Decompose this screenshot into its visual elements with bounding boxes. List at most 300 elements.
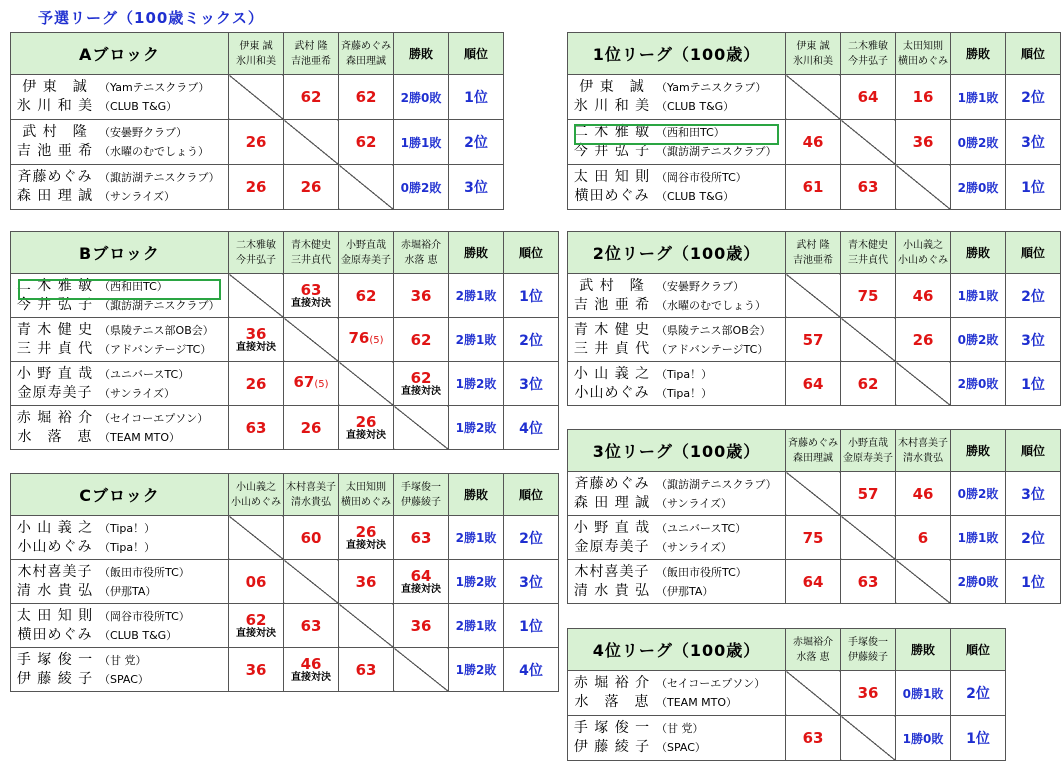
rank-header: 順位: [504, 232, 559, 274]
player-line: [11, 651, 228, 670]
player-name: 森 田 理 誠: [573, 494, 651, 511]
column-head-player: 金原寿美子: [341, 254, 391, 266]
player-name: 金原寿美子: [574, 538, 650, 555]
score-value: 63: [857, 572, 879, 591]
self-match-cell: [339, 362, 394, 406]
player-name: 木村喜美子: [574, 563, 650, 580]
score-cell: [339, 120, 394, 165]
player-club: （西和田TC）: [656, 126, 725, 139]
self-match-cell: [284, 120, 339, 165]
score-line: [841, 89, 895, 105]
win-loss-record: 2勝1敗: [449, 516, 504, 560]
rank-value: 1位: [504, 274, 559, 318]
header-row: [568, 629, 1006, 671]
score-cell: [896, 516, 951, 560]
score-value: 62: [410, 330, 432, 349]
score-cell: [339, 648, 394, 692]
score-line: [229, 134, 283, 150]
player-club: （Yamテニスクラブ）: [99, 81, 210, 94]
score-cell: [229, 318, 284, 362]
score-value: 63: [410, 528, 432, 547]
score-line: [896, 332, 950, 348]
player-line: [568, 582, 785, 601]
player-name: 青 木 健 史: [16, 321, 94, 338]
player-line: [568, 321, 785, 340]
rank-value: 1位: [449, 75, 504, 120]
player-line: [11, 97, 228, 116]
player-name: 水 落 恵: [17, 428, 93, 445]
column-head-player: 青木健史: [291, 239, 331, 251]
rank-value: 1位: [1006, 560, 1061, 604]
score-line: [229, 376, 283, 392]
column-head-player: 水落 恵: [404, 254, 438, 266]
player-line: [11, 321, 228, 340]
player-line: [568, 78, 785, 97]
score-line: [339, 574, 393, 590]
score-cell: [786, 516, 841, 560]
column-head-pair: [229, 232, 284, 274]
score-line: [841, 288, 895, 304]
table-row: [11, 274, 559, 318]
win-loss-record: 1勝1敗: [394, 120, 449, 165]
rank-value: 2位: [1006, 75, 1061, 120]
score-line: [394, 332, 448, 348]
score-cell: [229, 362, 284, 406]
table-row: [568, 120, 1061, 165]
column-head-player: 小山義之: [236, 481, 276, 493]
block-name: 2位リーグ（100歳）: [568, 232, 786, 274]
score-cell: [841, 472, 896, 516]
column-head-pair: [284, 232, 339, 274]
rank-header: 順位: [504, 474, 559, 516]
self-match-cell: [229, 274, 284, 318]
column-head-player: 斉藤めぐみ: [341, 40, 391, 52]
rank-value: 4位: [504, 648, 559, 692]
pair-cell: [11, 560, 229, 604]
head-to-head-note: 直接対決: [346, 429, 386, 441]
score-line: [841, 486, 895, 502]
score-value: 63: [245, 418, 267, 437]
win-loss-record: 1勝1敗: [951, 516, 1006, 560]
self-match-cell: [841, 716, 896, 761]
player-name: 青 木 健 史: [573, 321, 651, 338]
score-cell: [841, 274, 896, 318]
player-name: 三 井 貞 代: [16, 340, 94, 357]
rank-value: 4位: [504, 406, 559, 450]
win-loss-record: 0勝2敗: [394, 165, 449, 210]
score-value: 62: [410, 368, 432, 387]
player-club: （Tipa！）: [99, 521, 156, 535]
tiebreak-score: (5): [369, 335, 384, 346]
player-club: （ユニバースTC）: [99, 367, 190, 381]
table-row: [11, 165, 504, 210]
player-name: 水 落 恵: [574, 694, 650, 710]
score-line: [229, 574, 283, 590]
table-row: [568, 516, 1061, 560]
player-club: （岡谷市役所TC）: [99, 609, 190, 623]
column-head-pair: [339, 33, 394, 75]
score-cell: [229, 120, 284, 165]
rank-header: 順位: [1006, 33, 1061, 75]
win-loss-record: 1勝2敗: [449, 406, 504, 450]
column-head-player: 今井弘子: [236, 254, 276, 266]
player-line: [568, 538, 785, 557]
column-head-player: 手塚俊一: [401, 481, 441, 493]
score-cell: [841, 560, 896, 604]
result-header: 勝敗: [896, 629, 951, 671]
score-cell: [284, 362, 339, 406]
league3-table: [567, 429, 1061, 604]
result-header: 勝敗: [394, 33, 449, 75]
player-name: 今 井 弘 子: [573, 143, 651, 159]
player-club: （県陵テニス部OB会）: [99, 323, 214, 337]
column-head-pair: [394, 232, 449, 274]
player-club: （サンライズ）: [99, 190, 176, 203]
score-value: 16: [912, 88, 934, 106]
player-line: [568, 738, 785, 757]
column-head-player: 赤堀裕介: [793, 636, 833, 648]
player-club: （安曇野クラブ）: [99, 126, 188, 139]
player-club: （CLUB T&G）: [99, 100, 178, 113]
player-club: （諏訪湖テニスクラブ）: [656, 145, 777, 158]
score-line: [896, 89, 950, 105]
score-cell: [229, 560, 284, 604]
column-head-pair: [339, 474, 394, 516]
table-row: [11, 648, 559, 692]
score-line: [284, 618, 338, 634]
self-match-cell: [786, 671, 841, 716]
pair-cell: [568, 318, 786, 362]
score-line: [786, 376, 840, 392]
player-name: 横田めぐみ: [17, 626, 93, 643]
rank-header: 順位: [1006, 232, 1061, 274]
column-head-player: 清水貴弘: [291, 496, 331, 508]
pair-cell: [11, 362, 229, 406]
score-value: 63: [300, 616, 322, 635]
player-name: 横田めぐみ: [574, 188, 650, 204]
header-row: [11, 474, 559, 516]
block-name: Cブロック: [11, 474, 229, 516]
score-line: [229, 179, 283, 195]
column-head-pair: [841, 629, 896, 671]
player-name: 氷 川 和 美: [573, 98, 651, 114]
player-name: 斉藤めぐみ: [574, 475, 650, 492]
table-row: [11, 604, 559, 648]
table-row: [568, 362, 1061, 406]
score-cell: [284, 648, 339, 692]
score-cell: [339, 274, 394, 318]
column-head-pair: [786, 629, 841, 671]
rank-value: 2位: [504, 516, 559, 560]
header-row: [568, 232, 1061, 274]
rank-header: 順位: [449, 33, 504, 75]
head-to-head-note: 直接対決: [291, 297, 331, 309]
score-value: 64: [802, 374, 824, 393]
player-line: [11, 670, 228, 689]
score-value: 26: [355, 522, 377, 541]
player-line: [568, 296, 785, 315]
player-name: 伊 藤 綾 子: [573, 739, 651, 755]
column-head-player: 吉池亜希: [291, 55, 331, 67]
column-head-player: 太田知則: [346, 481, 386, 493]
score-line: [284, 530, 338, 546]
player-name: 二 木 雅 敏: [16, 277, 94, 294]
column-head-pair: [896, 33, 951, 75]
player-line: [11, 409, 228, 428]
score-line: [284, 89, 338, 105]
self-match-cell: [394, 406, 449, 450]
pair-cell: [11, 516, 229, 560]
win-loss-record: 2勝0敗: [951, 560, 1006, 604]
player-name: 伊 東 誠: [22, 79, 88, 95]
head-to-head-note: 直接対決: [291, 671, 331, 683]
rank-value: 1位: [504, 604, 559, 648]
column-head-player: 伊東 誠: [239, 40, 273, 52]
player-line: [11, 340, 228, 359]
win-loss-record: 0勝2敗: [951, 120, 1006, 165]
pair-cell: [568, 560, 786, 604]
column-head-player: 武村 隆: [294, 40, 328, 52]
win-loss-record: 2勝0敗: [951, 362, 1006, 406]
player-line: [568, 384, 785, 403]
column-head-player: 木村喜美子: [898, 437, 948, 449]
column-head-pair: [786, 33, 841, 75]
self-match-cell: [841, 516, 896, 560]
head-to-head-note: 直接対決: [236, 341, 276, 353]
player-club: （水曜のむでしょう）: [99, 145, 209, 158]
score-line: [339, 134, 393, 150]
score-value: 46: [912, 286, 934, 305]
head-to-head-note: 直接対決: [346, 539, 386, 551]
player-club: （伊那TA）: [656, 584, 714, 598]
score-cell: [896, 75, 951, 120]
score-cell: [229, 406, 284, 450]
column-head-player: 森田理誠: [793, 452, 833, 464]
player-line: [568, 187, 785, 206]
score-line: [786, 332, 840, 348]
self-match-cell: [786, 274, 841, 318]
score-value: 76: [348, 329, 370, 347]
result-header: 勝敗: [449, 474, 504, 516]
player-name: 太 田 知 則: [573, 169, 651, 185]
player-club: （甘 党）: [656, 722, 704, 735]
score-line: [786, 134, 840, 150]
table-row: [568, 560, 1061, 604]
score-line: [896, 530, 950, 546]
player-line: [11, 626, 228, 645]
table-row: [568, 318, 1061, 362]
player-line: [11, 365, 228, 384]
win-loss-record: 2勝1敗: [449, 318, 504, 362]
pair-cell: [11, 648, 229, 692]
score-value: 26: [300, 418, 322, 437]
player-club: （甘 党）: [99, 653, 147, 667]
player-club: （水曜のむでしょう）: [656, 298, 766, 312]
score-value: 26: [300, 178, 322, 196]
league4-table: [567, 628, 1006, 761]
score-value: 57: [802, 330, 824, 349]
table-row: [568, 671, 1006, 716]
player-line: [11, 563, 228, 582]
pair-cell: [568, 75, 786, 120]
win-loss-record: 2勝1敗: [449, 604, 504, 648]
player-club: （アドバンテージTC）: [99, 342, 212, 356]
player-club: （SPAC）: [656, 741, 706, 754]
player-name: 吉 池 亜 希: [16, 143, 94, 159]
score-cell: [394, 516, 449, 560]
win-loss-record: 2勝0敗: [394, 75, 449, 120]
score-value: 64: [857, 88, 879, 106]
player-line: [11, 277, 228, 296]
score-value: 36: [410, 286, 432, 305]
pair-cell: [11, 406, 229, 450]
score-line: [394, 370, 448, 386]
rank-value: 1位: [1006, 362, 1061, 406]
rank-header: 順位: [951, 629, 1006, 671]
player-club: （Tipa！）: [99, 540, 156, 554]
score-value: 62: [355, 88, 377, 106]
pair-cell: [11, 318, 229, 362]
score-line: [394, 568, 448, 584]
player-name: 小 山 義 之: [573, 365, 651, 382]
column-head-pair: [229, 474, 284, 516]
column-head-pair: [841, 430, 896, 472]
a-block-table: [10, 32, 504, 210]
score-value: 06: [245, 572, 267, 591]
column-head-pair: [284, 33, 339, 75]
score-cell: [786, 716, 841, 761]
score-line: [394, 530, 448, 546]
pair-cell: [568, 274, 786, 318]
score-cell: [394, 560, 449, 604]
score-line: [284, 179, 338, 195]
score-value: 36: [245, 660, 267, 679]
score-value: 26: [245, 178, 267, 196]
score-cell: [786, 560, 841, 604]
score-value: 26: [912, 330, 934, 349]
column-head-pair: [229, 33, 284, 75]
column-head-pair: [786, 232, 841, 274]
score-cell: [394, 604, 449, 648]
result-header: 勝敗: [951, 33, 1006, 75]
self-match-cell: [229, 516, 284, 560]
column-head-player: 今井弘子: [848, 55, 888, 67]
player-club: （県陵テニス部OB会）: [656, 323, 771, 337]
column-head-pair: [786, 430, 841, 472]
pair-cell: [11, 604, 229, 648]
b-block-table: [10, 231, 559, 450]
score-value: 46: [300, 654, 322, 673]
score-value: 62: [355, 133, 377, 151]
rank-value: 2位: [1006, 274, 1061, 318]
pair-cell: [11, 75, 229, 120]
player-line: [568, 123, 785, 142]
player-line: [11, 384, 228, 403]
column-head-player: 三井貞代: [848, 254, 888, 266]
player-club: （TEAM MTO）: [656, 696, 738, 709]
player-club: （セイコーエプソン）: [99, 411, 209, 425]
score-value: 26: [355, 412, 377, 431]
score-cell: [786, 165, 841, 210]
player-line: [568, 563, 785, 582]
player-line: [11, 296, 228, 315]
score-cell: [284, 274, 339, 318]
win-loss-record: 1勝0敗: [896, 716, 951, 761]
player-name: 伊 藤 綾 子: [16, 670, 94, 687]
pair-cell: [568, 516, 786, 560]
tiebreak-score: (5): [314, 379, 329, 390]
self-match-cell: [896, 560, 951, 604]
table-row: [11, 560, 559, 604]
rank-value: 3位: [1006, 318, 1061, 362]
score-value: 26: [245, 133, 267, 151]
column-head-player: 二木雅敏: [236, 239, 276, 251]
result-header: 勝敗: [951, 430, 1006, 472]
rank-value: 3位: [449, 165, 504, 210]
page-title: 予選リーグ（100歳ミックス）: [38, 9, 264, 27]
player-club: （飯田市役所TC）: [99, 565, 190, 579]
result-header: 勝敗: [951, 232, 1006, 274]
column-head-player: 武村 隆: [796, 239, 830, 251]
pair-cell: [568, 165, 786, 210]
player-club: （サンライズ）: [656, 540, 733, 554]
player-name: 森 田 理 誠: [16, 188, 94, 204]
score-cell: [284, 516, 339, 560]
player-club: （サンライズ）: [99, 386, 176, 400]
column-head-pair: [841, 33, 896, 75]
player-name: 赤 堀 裕 介: [16, 409, 94, 426]
column-head-player: 小山めぐみ: [898, 254, 948, 266]
player-club: （Tipa！）: [656, 367, 713, 381]
score-line: [339, 330, 393, 349]
win-loss-record: 2勝1敗: [449, 274, 504, 318]
table-row: [11, 516, 559, 560]
score-value: 63: [857, 178, 879, 196]
player-name: 太 田 知 則: [16, 607, 94, 624]
self-match-cell: [394, 648, 449, 692]
player-line: [568, 97, 785, 116]
player-name: 伊 東 誠: [579, 79, 645, 95]
player-line: [568, 277, 785, 296]
score-cell: [394, 274, 449, 318]
score-cell: [339, 406, 394, 450]
win-loss-record: 1勝2敗: [449, 362, 504, 406]
column-head-pair: [841, 232, 896, 274]
score-value: 63: [802, 729, 824, 747]
player-line: [11, 168, 228, 187]
column-head-player: 小野直哉: [346, 239, 386, 251]
column-head-player: 太田知則: [903, 40, 943, 52]
header-row: [11, 33, 504, 75]
player-line: [568, 719, 785, 738]
self-match-cell: [339, 165, 394, 210]
column-head-player: 木村喜美子: [286, 481, 336, 493]
column-head-player: 赤堀裕介: [401, 239, 441, 251]
score-line: [339, 288, 393, 304]
score-value: 62: [857, 374, 879, 393]
player-club: （CLUB T&G）: [656, 190, 735, 203]
score-line: [841, 574, 895, 590]
column-head-pair: [896, 430, 951, 472]
win-loss-record: 1勝1敗: [951, 274, 1006, 318]
score-cell: [841, 75, 896, 120]
score-cell: [229, 165, 284, 210]
score-cell: [229, 604, 284, 648]
score-line: [786, 730, 840, 746]
header-row: [568, 33, 1061, 75]
score-cell: [841, 165, 896, 210]
win-loss-record: 0勝1敗: [896, 671, 951, 716]
